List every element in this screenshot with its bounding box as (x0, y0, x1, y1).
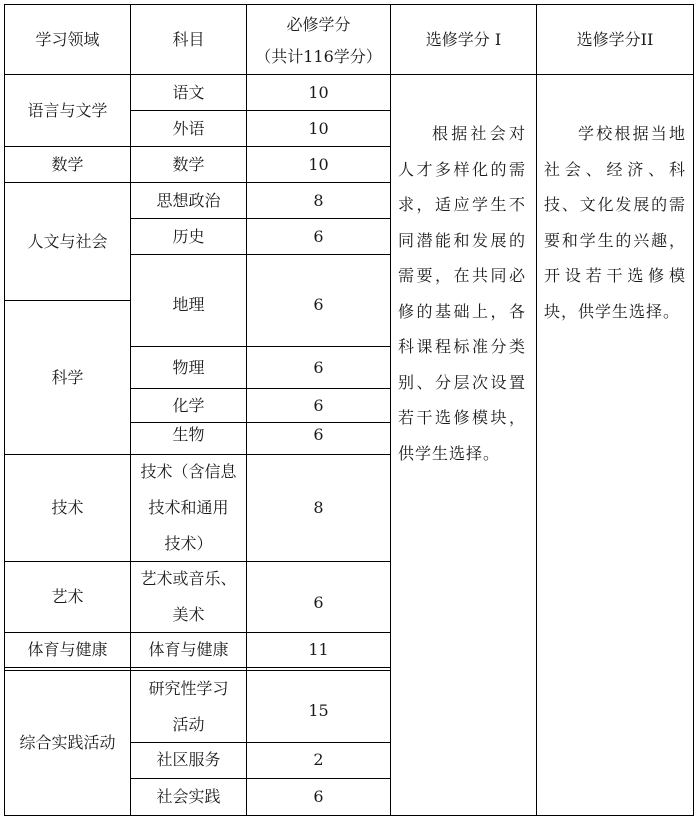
area-language: 语言与文学 (27, 100, 108, 120)
elective-2-text: 学校根据当地社会、经济、科技、文化发展的需要和学生的兴趣，开设若干选修模块，供学生选择。 (544, 124, 686, 321)
area-science: 科学 (51, 367, 84, 387)
subject-tech: 技术（含信息 技术和通用 技术） (140, 462, 237, 553)
border-bottom (4, 815, 694, 816)
subject-chemistry: 化学 (172, 395, 205, 415)
credits-art: 6 (313, 593, 324, 612)
elective-1-text: 根据社会对人才多样化的需求，适应学生不同潜能和发展的需要，在共同必修的基础上，各科课程标准分类别、分层次设置若干选修模块，供学生选择。 (398, 124, 526, 463)
col-divider-3 (390, 4, 391, 816)
header-area: 学习领域 (35, 29, 100, 49)
col-divider-4 (536, 4, 537, 816)
subject-social: 社会实践 (156, 787, 221, 806)
credits-chinese: 10 (308, 82, 329, 102)
border-right (693, 4, 694, 816)
credits-foreign: 10 (308, 118, 329, 138)
subject-biology: 生物 (172, 425, 205, 444)
subject-physics: 物理 (172, 358, 205, 377)
area-math: 数学 (51, 154, 84, 174)
area-pe: 体育与健康 (27, 640, 108, 659)
credits-chemistry: 6 (313, 395, 324, 415)
subject-geography: 地理 (172, 295, 205, 314)
credits-social: 6 (313, 787, 324, 806)
subject-foreign: 外语 (172, 118, 205, 138)
subject-chinese: 语文 (172, 82, 205, 102)
subject-community: 社区服务 (156, 750, 221, 769)
header-elective-2: 选修学分II (576, 29, 654, 49)
credits-geography: 6 (313, 295, 324, 314)
credits-history: 6 (313, 226, 324, 246)
area-tech: 技术 (51, 498, 84, 517)
credits-tech: 8 (313, 498, 324, 517)
subject-politics: 思想政治 (156, 190, 221, 210)
area-practice: 综合实践活动 (19, 733, 116, 752)
credits-math: 10 (308, 154, 329, 174)
credits-community: 2 (313, 750, 324, 769)
subject-history: 历史 (172, 226, 205, 246)
credits-research: 15 (308, 701, 329, 720)
credits-biology: 6 (313, 425, 324, 444)
subject-math: 数学 (172, 154, 205, 174)
header-elective-1: 选修学分 I (425, 29, 502, 49)
header-required-credits: 必修学分 （共计116学分） (255, 14, 382, 66)
subject-pe: 体育与健康 (148, 640, 229, 659)
credits-pe: 11 (308, 640, 329, 659)
area-humanities: 人文与社会 (27, 231, 108, 251)
subject-research: 研究性学习 活动 (148, 678, 229, 734)
credits-physics: 6 (313, 358, 324, 377)
header-subject: 科目 (172, 29, 205, 49)
credits-politics: 8 (313, 190, 324, 210)
subject-art: 艺术或音乐、 美术 (140, 569, 237, 624)
area-art: 艺术 (51, 587, 84, 606)
